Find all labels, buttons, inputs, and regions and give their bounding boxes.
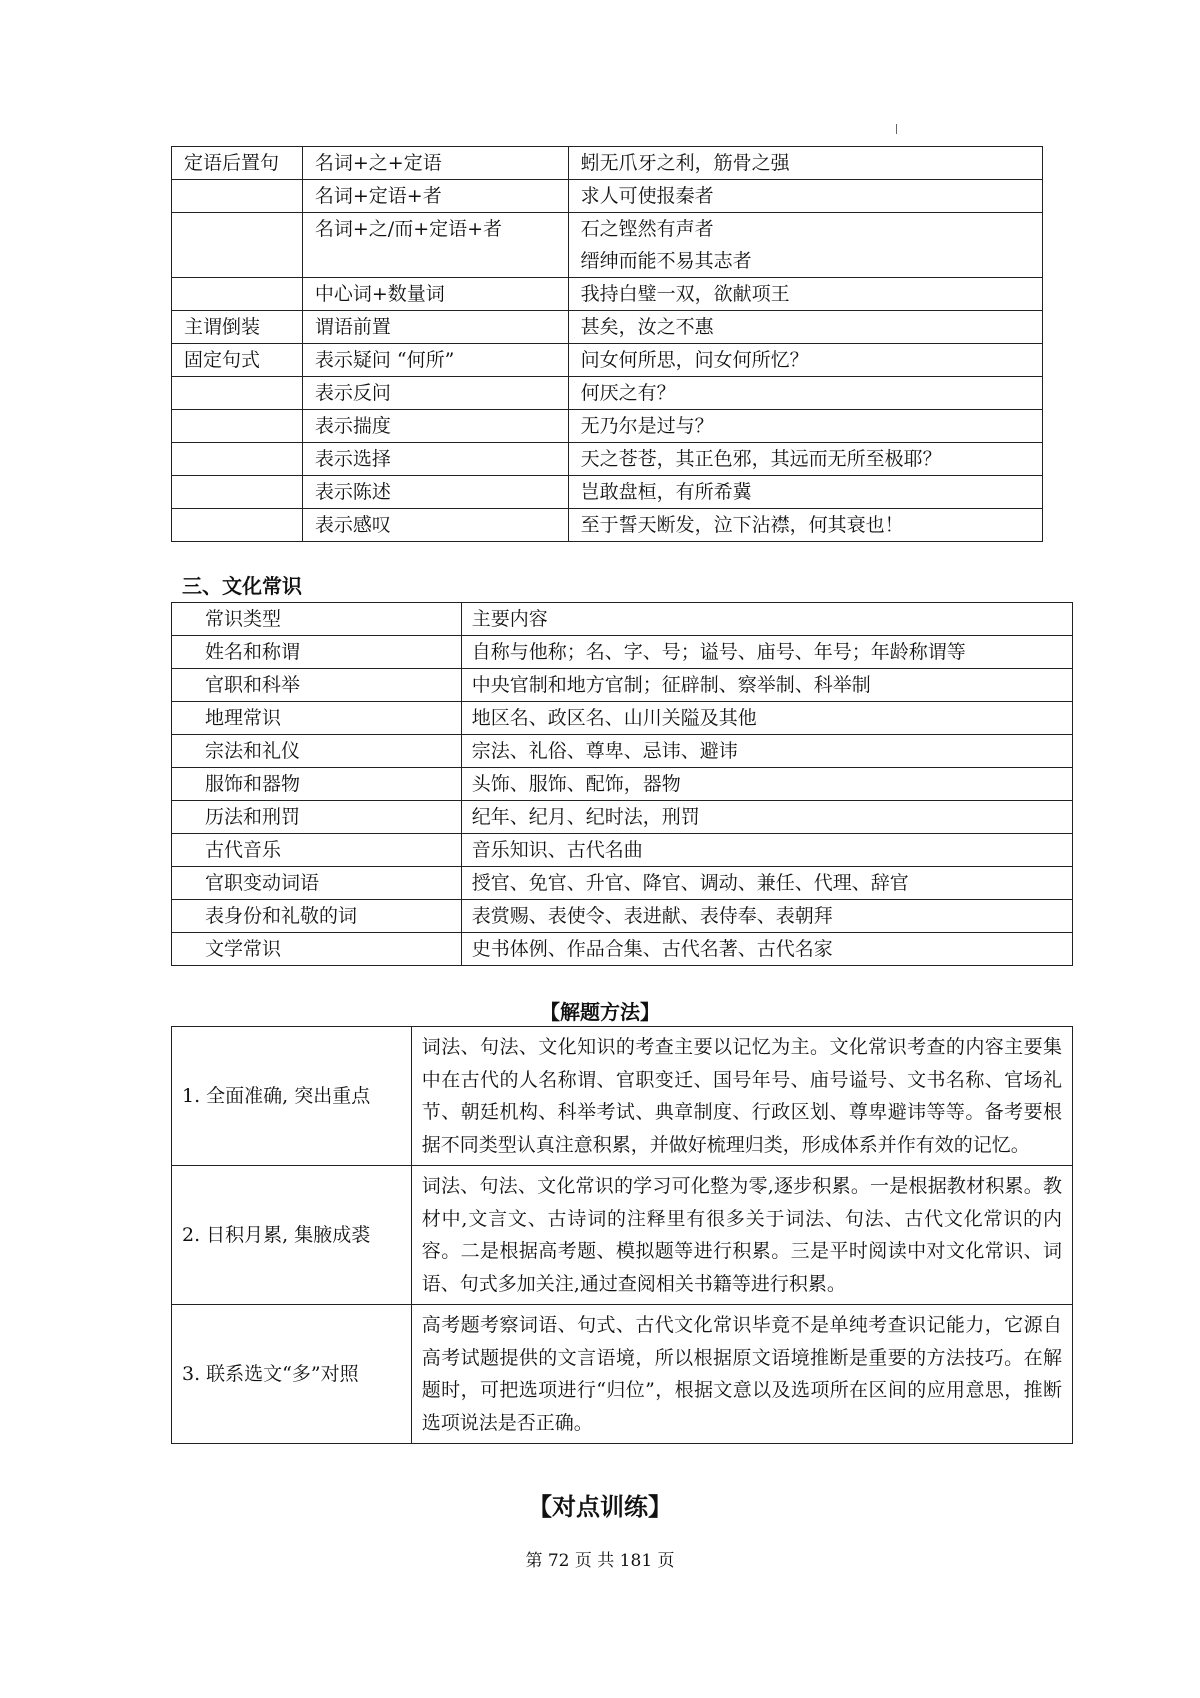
table-row bbox=[172, 180, 1043, 213]
table-row bbox=[172, 735, 1073, 768]
table-header-row bbox=[172, 603, 1073, 636]
knowledge-content-cell: 授官、免官、升官、降官、调动、兼任、代理、辞官 bbox=[461, 867, 1072, 900]
method-content-cell: 词法、句法、文化知识的考查主要以记忆为主。文化常识考查的内容主要集中在古代的人名称谓、官职变迁、国号年号、庙号谥号、文书名称、官场礼节、朝廷机构、科举考试、典章制度、行政区划、尊卑避讳等等。备考要根据不同类型认真注意积累，并做好梳理归类，形成体系并作有效的记忆。 bbox=[411, 1027, 1072, 1166]
table-row bbox=[172, 377, 1043, 410]
structure-cell: 表示感叹 bbox=[302, 509, 568, 542]
table-row bbox=[172, 311, 1043, 344]
sentence-type-cell bbox=[172, 213, 303, 278]
knowledge-type-cell: 宗法和礼仪 bbox=[172, 735, 462, 768]
table-row bbox=[172, 278, 1043, 311]
method-table bbox=[171, 1026, 1073, 1444]
sentence-type-cell bbox=[172, 377, 303, 410]
example-cell: 甚矣，汝之不惠 bbox=[568, 311, 1042, 344]
table-row bbox=[172, 1166, 1073, 1305]
table-row bbox=[172, 834, 1073, 867]
knowledge-type-cell: 常识类型 bbox=[172, 603, 462, 636]
structure-cell: 名词+之/而+定语+者 bbox=[302, 213, 568, 278]
corner-mark bbox=[896, 124, 899, 134]
knowledge-type-cell: 文学常识 bbox=[172, 933, 462, 966]
structure-cell: 表示反问 bbox=[302, 377, 568, 410]
example-cell: 蚓无爪牙之利，筋骨之强 bbox=[568, 147, 1042, 180]
knowledge-type-cell: 古代音乐 bbox=[172, 834, 462, 867]
table-row bbox=[172, 768, 1073, 801]
structure-cell: 中心词+数量词 bbox=[302, 278, 568, 311]
sentence-type-cell bbox=[172, 443, 303, 476]
knowledge-type-cell: 官职变动词语 bbox=[172, 867, 462, 900]
knowledge-content-cell: 音乐知识、古代名曲 bbox=[461, 834, 1072, 867]
method-label-cell: 3. 联系选文“多”对照 bbox=[172, 1305, 412, 1444]
knowledge-content-cell: 史书体例、作品合集、古代名著、古代名家 bbox=[461, 933, 1072, 966]
example-cell: 我持白璧一双，欲献项王 bbox=[568, 278, 1042, 311]
example-cell: 求人可使报秦者 bbox=[568, 180, 1042, 213]
structure-cell: 表示选择 bbox=[302, 443, 568, 476]
knowledge-type-cell: 姓名和称谓 bbox=[172, 636, 462, 669]
example-cell: 何厌之有？ bbox=[568, 377, 1042, 410]
sentence-type-cell bbox=[172, 278, 303, 311]
table-row bbox=[172, 636, 1073, 669]
sentence-type-cell bbox=[172, 410, 303, 443]
knowledge-content-cell: 头饰、服饰、配饰，器物 bbox=[461, 768, 1072, 801]
page-footer: 第 72 页 共 181 页 bbox=[525, 1551, 675, 1571]
example-cell: 岂敢盘桓，有所希冀 bbox=[568, 476, 1042, 509]
table-row bbox=[172, 1027, 1073, 1166]
knowledge-content-cell: 中央官制和地方官制；征辟制、察举制、科举制 bbox=[461, 669, 1072, 702]
sentence-type-cell: 主谓倒装 bbox=[172, 311, 303, 344]
example-cell: 天之苍苍，其正色邪，其远而无所至极耶？ bbox=[568, 443, 1042, 476]
table-row bbox=[172, 410, 1043, 443]
table-row bbox=[172, 933, 1073, 966]
example-cell: 至于誓天断发，泣下沾襟，何其衰也！ bbox=[568, 509, 1042, 542]
table-row bbox=[172, 443, 1043, 476]
sentence-type-cell bbox=[172, 509, 303, 542]
knowledge-content-cell: 地区名、政区名、山川关隘及其他 bbox=[461, 702, 1072, 735]
structure-cell: 表示陈述 bbox=[302, 476, 568, 509]
table-row bbox=[172, 702, 1073, 735]
section-title: 三、文化常识 bbox=[182, 574, 302, 598]
sentence-type-cell: 固定句式 bbox=[172, 344, 303, 377]
example-cell: 无乃尔是过与？ bbox=[568, 410, 1042, 443]
knowledge-content-cell: 自称与他称；名、字、号；谥号、庙号、年号；年龄称谓等 bbox=[461, 636, 1072, 669]
structure-cell: 名词+定语+者 bbox=[302, 180, 568, 213]
structure-cell: 表示揣度 bbox=[302, 410, 568, 443]
table-row bbox=[172, 1305, 1073, 1444]
sentence-type-cell bbox=[172, 180, 303, 213]
training-title: 【对点训练】 bbox=[528, 1493, 672, 1521]
method-content-cell: 高考题考察词语、句式、古代文化常识毕竟不是单纯考查识记能力，它源自高考试题提供的文言语境，所以根据原文语境推断是重要的方法技巧。在解题时，可把选项进行“归位”，根据文意以及选项所在区间的应用意思，推断选项说法是否正确。 bbox=[411, 1305, 1072, 1444]
knowledge-type-cell: 历法和刑罚 bbox=[172, 801, 462, 834]
example-cell: 石之铿然有声者 bbox=[568, 213, 1042, 246]
table-row bbox=[172, 669, 1073, 702]
culture-knowledge-table bbox=[171, 602, 1073, 966]
example-cell: 问女何所思，问女何所忆？ bbox=[568, 344, 1042, 377]
table-row bbox=[172, 900, 1073, 933]
table-row bbox=[172, 344, 1043, 377]
method-label-cell: 1. 全面准确, 突出重点 bbox=[172, 1027, 412, 1166]
example-cell: 缙绅而能不易其志者 bbox=[568, 245, 1042, 278]
knowledge-content-cell: 主要内容 bbox=[461, 603, 1072, 636]
knowledge-content-cell: 宗法、礼俗、尊卑、忌讳、避讳 bbox=[461, 735, 1072, 768]
sentence-pattern-table bbox=[171, 146, 1043, 542]
table-row bbox=[172, 147, 1043, 180]
method-title: 【解题方法】 bbox=[540, 1000, 660, 1024]
table-row bbox=[172, 476, 1043, 509]
sentence-type-cell bbox=[172, 476, 303, 509]
structure-cell: 表示疑问 “何所” bbox=[302, 344, 568, 377]
knowledge-type-cell: 官职和科举 bbox=[172, 669, 462, 702]
structure-cell: 谓语前置 bbox=[302, 311, 568, 344]
sentence-type-cell: 定语后置句 bbox=[172, 147, 303, 180]
method-label-cell: 2. 日积月累, 集腋成裘 bbox=[172, 1166, 412, 1305]
table-row bbox=[172, 213, 1043, 246]
table-row bbox=[172, 867, 1073, 900]
knowledge-type-cell: 服饰和器物 bbox=[172, 768, 462, 801]
table-row bbox=[172, 801, 1073, 834]
knowledge-content-cell: 表赏赐、表使令、表进献、表侍奉、表朝拜 bbox=[461, 900, 1072, 933]
structure-cell: 名词+之+定语 bbox=[302, 147, 568, 180]
knowledge-content-cell: 纪年、纪月、纪时法，刑罚 bbox=[461, 801, 1072, 834]
table-row bbox=[172, 509, 1043, 542]
method-content-cell: 词法、句法、文化常识的学习可化整为零,逐步积累。一是根据教材积累。教材中,文言文、古诗词的注释里有很多关于词法、句法、古代文化常识的内容。二是根据高考题、模拟题等进行积累。三是平时阅读中对文化常识、词语、句式多加关注,通过查阅相关书籍等进行积累。 bbox=[411, 1166, 1072, 1305]
knowledge-type-cell: 表身份和礼敬的词 bbox=[172, 900, 462, 933]
knowledge-type-cell: 地理常识 bbox=[172, 702, 462, 735]
